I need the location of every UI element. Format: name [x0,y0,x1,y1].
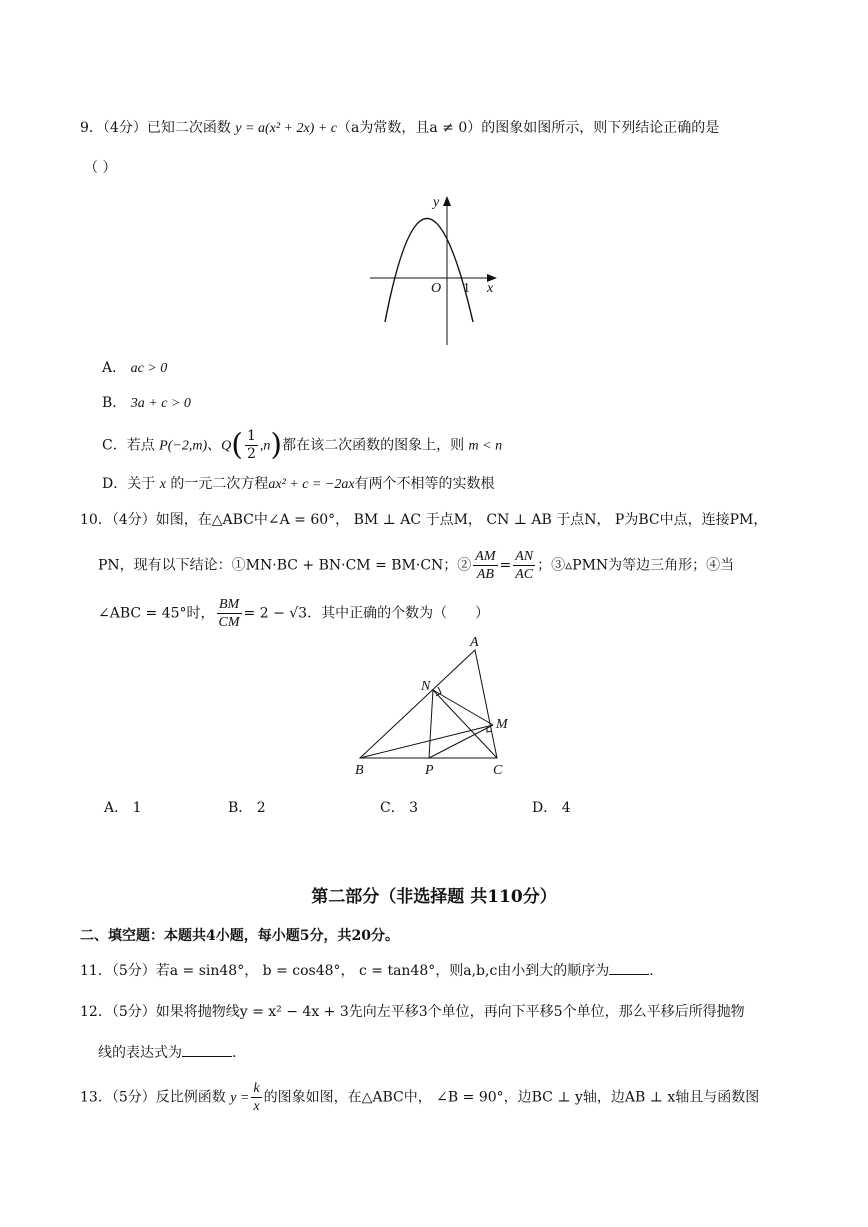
q9-option-b-label: B． [102,395,127,411]
q13-number: 13．（5分） [80,1089,156,1106]
q9-axes [370,196,497,345]
q10-line3-a: ∠ABC = 45°时， [98,605,215,622]
q9-stem [80,118,719,139]
q11-text: 若a = sin48°， b = cos48°， c = tan48°，则a,b,c由小到大的顺序为 [155,963,610,979]
q10-segment-pn [429,690,433,758]
q9-option-d-equation: ax² + c = −2ax [268,477,355,492]
q10-fraction-bm-cm: $\frac{BM}{CM}$ [218,597,240,630]
q9-option-a [102,358,167,379]
q10-option-c: C． 3 [380,800,419,816]
q9-origin-label: O [431,281,442,296]
q12-number: 12．（5分） [80,1004,156,1020]
q9-function: y = a(x² + 2x) + c [235,121,337,136]
q13-pre: 反比例函数 [155,1089,226,1106]
q9-one-label: 1 [463,281,470,296]
q9-stem-a: 已知二次函数 [146,120,231,136]
q9-y-label: y [433,195,440,210]
q13-fraction-k-x: $\frac{k}{x}$ [253,1081,260,1114]
q9-option-a-label: A． [102,360,127,376]
q10-line2-b: ；③▵PMN为等边三角形；④当 [537,557,735,574]
q9-option-a-math: ac > 0 [130,361,168,376]
section2-heading: 二、填空题：本题共4小题，每小题5分，共20分。 [80,928,399,944]
q10-fraction-an-ac: $\frac{AN}{AC}$ [515,549,534,582]
q9-option-d [102,474,495,495]
q9-option-c-sep: 、 [207,437,222,454]
q9-option-c-point-q: Q [221,438,232,454]
q10-triangle-abc [360,650,497,758]
q11-number: 11．（5分） [80,963,156,979]
part2-heading: 第二部分（非选择题 共110分） [311,887,557,907]
q12-end: ． [232,1045,246,1061]
q9-option-d-mid: 的一元二次方程 [170,476,269,492]
q11 [80,960,663,981]
q10-option-d: D． 4 [532,800,571,816]
q12-line1-text: 如果将抛物线y = x² − 4x + 3先向左平移3个单位，再向下平移5个单位，那么平移后所得抛物 [155,1004,745,1020]
q11-end: ． [649,963,664,979]
q10-label-m: M [496,717,508,732]
q9-number: 9．（4分） [80,120,147,136]
q9-parabola-graph [365,190,505,350]
q11-answer-blank[interactable] [609,960,649,975]
q9-x-label: x [487,281,494,296]
q9-option-c-mid: 都在该二次函数的图象上，则 [282,437,465,454]
q13-y-eq: y = [230,1090,250,1106]
q10-fraction-am-ab: $\frac{AM}{AB}$ [475,549,496,582]
q9-option-c-pre: 若点 [126,437,155,454]
q9-option-c-fraction: $\frac{1}{2}$ [246,428,256,462]
q9-option-d-x: x [159,477,166,492]
q9-stem-b: 的图象如图所示，则下列结论正确的是 [481,120,720,136]
q10-line1-text: 如图，在△ABC中∠A = 60°， BM ⊥ AC 于点M， CN ⊥ AB 于点N， P为BC中点，连接PM， [155,512,768,528]
q13 [80,1080,759,1115]
q10-line2 [98,548,734,583]
q9-option-c: C．若点 P(−2,m)、Q( $\frac{1}{2}$ ,n)都在该二次函数的图象上，则 m < n [102,427,503,463]
q10-label-n: N [421,679,431,694]
q10-line1 [80,510,767,530]
q10-label-p: P [425,763,434,778]
q9-option-b-math: 3a + c > 0 [130,396,191,411]
q10-line3 [98,596,489,631]
q10-label-a: A [470,635,479,650]
q12-line1 [80,1002,745,1022]
q10-line3-b: = 2 − √3．其中正确的个数为（ ） [243,605,490,622]
q10-option-b: B． 2 [228,800,266,816]
q9-parabola-curve [385,219,473,323]
q9-option-c-point-p: P(−2,m) [159,438,208,454]
q10-equals: = [499,557,512,574]
q10-segment-pm [429,725,493,758]
q12-answer-blank[interactable] [182,1042,232,1057]
q9-paren-note: （a为常数，且a ≠ 0） [337,120,482,136]
q9-option-d-end: 有两个不相等的实数根 [354,476,495,492]
q10-option-a: A． 1 [104,800,142,816]
q10-segment-cn [433,690,497,758]
q9-option-c-label: C． [102,437,127,454]
q10-label-b: B [355,763,364,778]
q10-line2-a: PN，现有以下结论：①MN·BC + BN·CM = BM·CN；② [98,557,472,574]
q9-option-b [102,393,191,414]
q10-triangle-figure [345,632,525,780]
q12-line2 [98,1042,246,1063]
q9-option-d-label: D． [102,476,128,492]
q9-option-c-relation: m < n [468,438,503,454]
q10-label-c: C [493,763,503,778]
q9-bracket: （ ） [84,160,117,176]
q9-option-d-pre: 关于 [127,476,156,492]
q10-segment-bm [360,725,493,758]
q13-rest: 的图象如图，在△ABC中， ∠B = 90°，边BC ⊥ y轴，边AB ⊥ x轴且与函数图 [263,1089,760,1106]
q12-line2-text: 线的表达式为 [98,1045,182,1061]
q9-option-c-q-rest: ,n [259,438,271,454]
q10-number: 10．（4分） [80,512,156,528]
